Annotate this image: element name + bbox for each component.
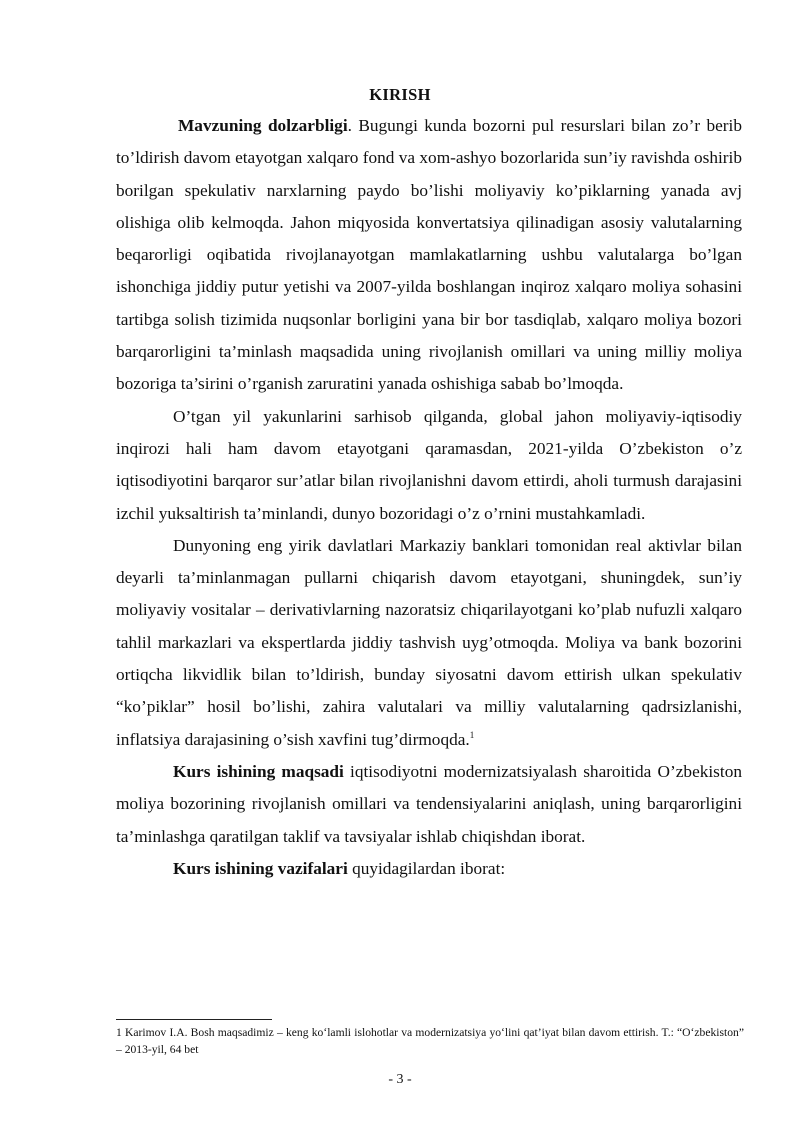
section-title: KIRISH bbox=[369, 85, 431, 104]
paragraph-central-banks bbox=[116, 530, 742, 756]
paragraph-tasks bbox=[116, 853, 742, 885]
tasks-heading: Kurs ishining vazifalari bbox=[173, 858, 348, 878]
relevance-heading: Mavzuning dolzarbligi bbox=[178, 116, 348, 135]
central-banks-text: Dunyoning eng yirik davlatlari Markaziy banklari tomonidan real aktivlar bilan deyarli ta’minlanmagan pullarni chiqarish davom etayotgani, shuningdek, sun’iy moliyaviy vositalar – derivativlarning nazoratsiz chiqarilayotgani ko’plab nufuzli xalqaro tahlil markazlari va ekspertlarda jiddiy tashvish uyg’otmoqda. Moliya va bank bozorini ortiqcha likvidlik bilan to’ldirish, bunday siyosatni davom ettirish ulkan spekulativ “ko’piklar” hosil bo’lishi, zahira valutalari va milliy valutalarning qadrsizlanishi, inflatsiya darajasining o’sish xavfini tug’dirmoqda. bbox=[116, 535, 742, 749]
body-text bbox=[116, 110, 742, 885]
footnote-separator bbox=[116, 1019, 272, 1020]
paragraph-economy-summary bbox=[116, 401, 742, 530]
footnote-reference[interactable]: 1 bbox=[469, 729, 475, 740]
page-number: - 3 - bbox=[388, 1072, 412, 1087]
footnote: 1 Karimov I.A. Bosh maqsadimiz – keng ko‘lamli islohotlar va modernizatsiya yo‘lini qat’iyat bilan davom ettirish. T.: “O‘zbekiston” – 2013-yil, 64 bet bbox=[116, 1026, 744, 1056]
economy-summary-text: O’tgan yil yakunlarini sarhisob qilganda, global jahon moliyaviy-iqtisodiy inqirozi hali ham davom etayotgani qaramasdan, 2021-yilda O’zbekiston o’z iqtisodiyotini barqaror sur’atlar bilan rivojlanishni davom ettirdi, aholi turmush darajasini izchil yuksaltirish ta’minlandi, dunyo bozoridagi o’z o’rnini mustahkamladi. bbox=[116, 406, 742, 523]
paragraph-relevance bbox=[116, 110, 742, 401]
tasks-text: quyidagilardan iborat: bbox=[347, 858, 506, 878]
paragraph-goal bbox=[116, 756, 742, 853]
goal-text: iqtisodiyotni modernizatsiyalash sharoitida O’zbekiston moliya bozorining rivojlanish omillari va tendensiyalarini aniqlash, uning barqarorligini ta’minlashga qaratilgan taklif va tavsiyalar ishlab chiqishdan iborat. bbox=[116, 761, 742, 846]
goal-heading: Kurs ishining maqsadi bbox=[173, 761, 344, 781]
relevance-text: . Bugungi kunda bozorni pul resurslari bilan zo’r berib to’ldirish davom etayotgan xalqaro fond va xom-ashyo bozorlarida sun’iy ravishda oshirib borilgan spekulativ narxlarning paydo bo’lishi moliyaviy ko’piklarning yanada avj olishiga olib kelmoqda. Jahon miqyosida konvertatsiya qilinadigan asosiy valutalarning beqarorligi oqibatida rivojlanayotgan mamlakatlarning ushbu valutalarga bo’lgan ishonchiga jiddiy putur yetishi va 2007-yilda boshlangan inqiroz xalqaro moliya sohasini tartibga solish tizimida nuqsonlar borligini yana bir bor tasdiqlab, xalqaro moliya bozori barqarorligini ta’minlash maqsadida uning rivojlanish omillari va uning milliy moliya bozoriga ta’sirini o’rganish zaruratini yanada oshishiga sabab bo’lmoqda. bbox=[116, 116, 742, 394]
